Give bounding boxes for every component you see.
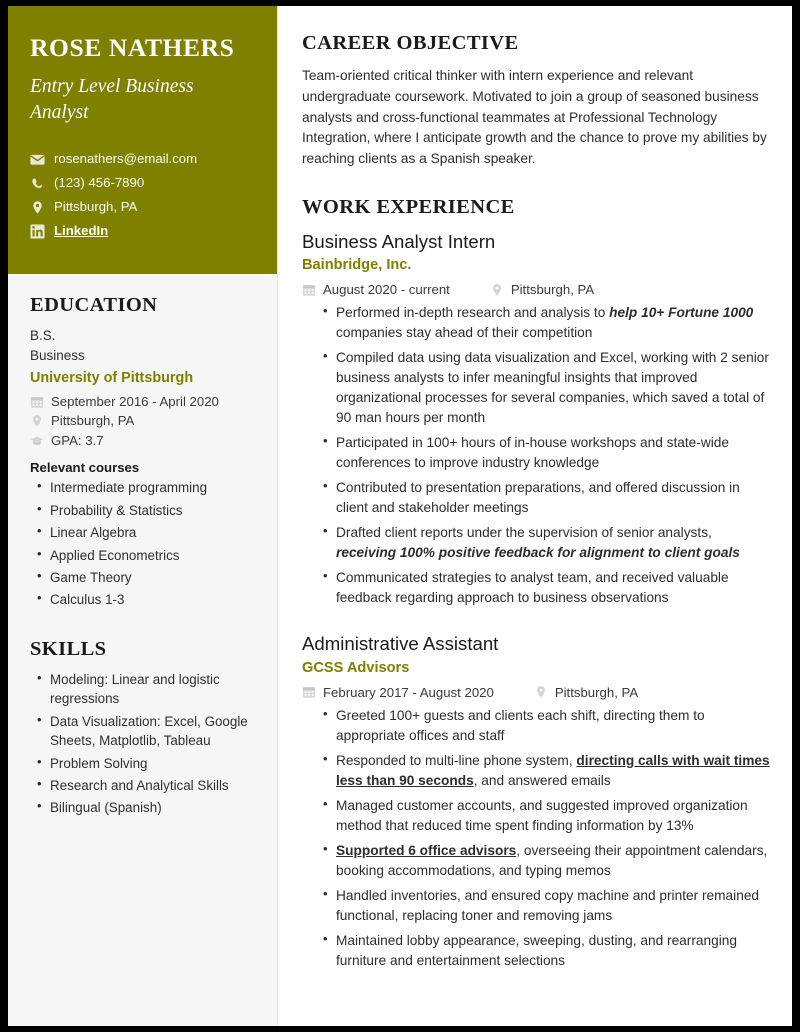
contact-email[interactable]	[30, 152, 255, 167]
job-location-row	[490, 282, 594, 297]
education-location-row	[30, 414, 255, 429]
education-location: Pittsburgh, PA	[51, 413, 135, 429]
list-item: • Probability & Statistics	[30, 501, 255, 520]
job-company: GCSS Advisors	[302, 659, 410, 676]
skills-heading: SKILLS	[30, 637, 107, 660]
phone-icon	[30, 176, 45, 191]
linkedin-icon	[30, 224, 45, 239]
contact-list	[30, 152, 255, 239]
list-item: • Drafted client reports under the supervision of senior analysts, receiving 100% positive feedback for alignment to client goals	[302, 523, 770, 563]
list-item: • Contributed to presentation preparations, and offered discussion in client and stakeholder meetings	[302, 478, 770, 518]
education-section	[30, 294, 255, 610]
job-dates: February 2017 - August 2020	[323, 684, 494, 700]
job-bullets	[302, 706, 770, 971]
job-dates-row	[302, 282, 450, 297]
calendar-icon	[30, 395, 44, 409]
list-item: • Performed in-depth research and analysis to help 10+ Fortune 1000 companies stay ahead of their competition	[302, 303, 770, 343]
list-item: • Responded to multi-line phone system, directing calls with wait times less than 90 seconds, and answered emails	[302, 751, 770, 791]
contact-email-text: rosenathers@email.com	[54, 150, 198, 166]
work-experience-section	[302, 196, 770, 971]
location-pin-icon	[534, 685, 548, 699]
location-pin-icon	[30, 200, 45, 215]
list-item: • Maintained lobby appearance, sweeping, dusting, and rearranging furniture and entertainment selections	[302, 931, 770, 971]
job-bullets	[302, 303, 770, 608]
work-experience-heading: WORK EXPERIENCE	[302, 196, 515, 219]
job-dates-row	[302, 685, 494, 700]
job-meta	[302, 685, 770, 700]
list-item: • Compiled data using data visualization and Excel, working with 2 senior business analysts to infer meaningful insights that improved organizational processes for several companies, which saved a total of 90 man hours per month	[302, 348, 770, 428]
location-pin-icon	[30, 414, 44, 428]
education-dates-row	[30, 395, 255, 410]
education-gpa-row	[30, 434, 255, 449]
candidate-name: ROSE NATHERS	[30, 33, 235, 62]
calendar-icon	[302, 283, 316, 297]
contact-phone-text: (123) 456-7890	[54, 174, 145, 190]
skills-list	[30, 670, 255, 818]
job-role: Administrative Assistant	[302, 633, 499, 655]
list-item: • Modeling: Linear and logistic regressions	[30, 670, 255, 709]
career-objective-heading: CAREER OBJECTIVE	[302, 32, 519, 54]
list-item: • Problem Solving	[30, 754, 255, 773]
job-meta	[302, 282, 770, 297]
job-location-row	[534, 685, 638, 700]
contact-linkedin[interactable]	[30, 224, 255, 239]
list-item: • Bilingual (Spanish)	[30, 798, 255, 817]
job-company: Bainbridge, Inc.	[302, 257, 412, 274]
list-item: • Communicated strategies to analyst team, and received valuable feedback regarding approach to business observations	[302, 568, 770, 608]
education-degree: B.S.	[30, 327, 56, 343]
sidebar	[8, 6, 278, 1026]
job-entry	[302, 632, 770, 970]
skills-section	[30, 638, 255, 818]
education-school: University of Pittsburgh	[30, 370, 194, 387]
list-item: • Research and Analytical Skills	[30, 776, 255, 795]
list-item: • Applied Econometrics	[30, 546, 255, 565]
contact-phone[interactable]	[30, 176, 255, 191]
career-objective-text: Team-oriented critical thinker with intern experience and relevant undergraduate coursework. Motivated to join a group of seasoned business analysts and cross-functional teammates at Professional Technology Integration, where I anticipate growth and the chance to prove my abilities by reaching clients as a Spanish speaker.	[302, 68, 767, 167]
list-item: • Participated in 100+ hours of in-house workshops and state-wide conferences to improve industry knowledge	[302, 433, 770, 473]
education-dates: September 2016 - April 2020	[51, 393, 219, 409]
relevant-courses-list	[30, 478, 255, 610]
job-role: Business Analyst Intern	[302, 231, 496, 253]
location-pin-icon	[490, 283, 504, 297]
sidebar-body	[8, 274, 277, 818]
calendar-icon	[302, 685, 316, 699]
education-heading: EDUCATION	[30, 293, 158, 316]
list-item: • Linear Algebra	[30, 523, 255, 542]
list-item: • Greeted 100+ guests and clients each shift, directing them to appropriate offices and staff	[302, 706, 770, 746]
job-entry	[302, 230, 770, 608]
career-objective-section	[302, 32, 770, 170]
envelope-icon	[30, 152, 45, 167]
relevant-courses-label: Relevant courses	[30, 460, 140, 476]
job-location: Pittsburgh, PA	[554, 684, 639, 700]
contact-location	[30, 200, 255, 215]
list-item: • Handled inventories, and ensured copy machine and printer remained functional, replacing toner and removing jams	[302, 886, 770, 926]
list-item: • Managed customer accounts, and suggested improved organization method that reduced time spent finding information by 13%	[302, 796, 770, 836]
candidate-job-title: Entry Level Business Analyst	[30, 76, 194, 123]
education-field: Business	[30, 348, 85, 364]
sidebar-header-block	[8, 6, 277, 274]
job-location: Pittsburgh, PA	[510, 282, 595, 298]
list-item: • Intermediate programming	[30, 478, 255, 497]
list-item: • Calculus 1-3	[30, 590, 255, 609]
graduation-cap-icon	[30, 434, 44, 448]
main-column	[278, 6, 792, 1026]
list-item: • Game Theory	[30, 568, 255, 587]
list-item: • Supported 6 office advisors, overseeing their appointment calendars, booking accommodations, and typing memos	[302, 841, 770, 881]
education-gpa: GPA: 3.7	[51, 432, 104, 448]
resume-page	[8, 6, 792, 1026]
contact-linkedin-link[interactable]: LinkedIn	[54, 222, 109, 238]
job-dates: August 2020 - current	[323, 282, 450, 298]
list-item: • Data Visualization: Excel, Google Sheets, Matplotlib, Tableau	[30, 712, 255, 751]
contact-location-text: Pittsburgh, PA	[54, 198, 138, 214]
